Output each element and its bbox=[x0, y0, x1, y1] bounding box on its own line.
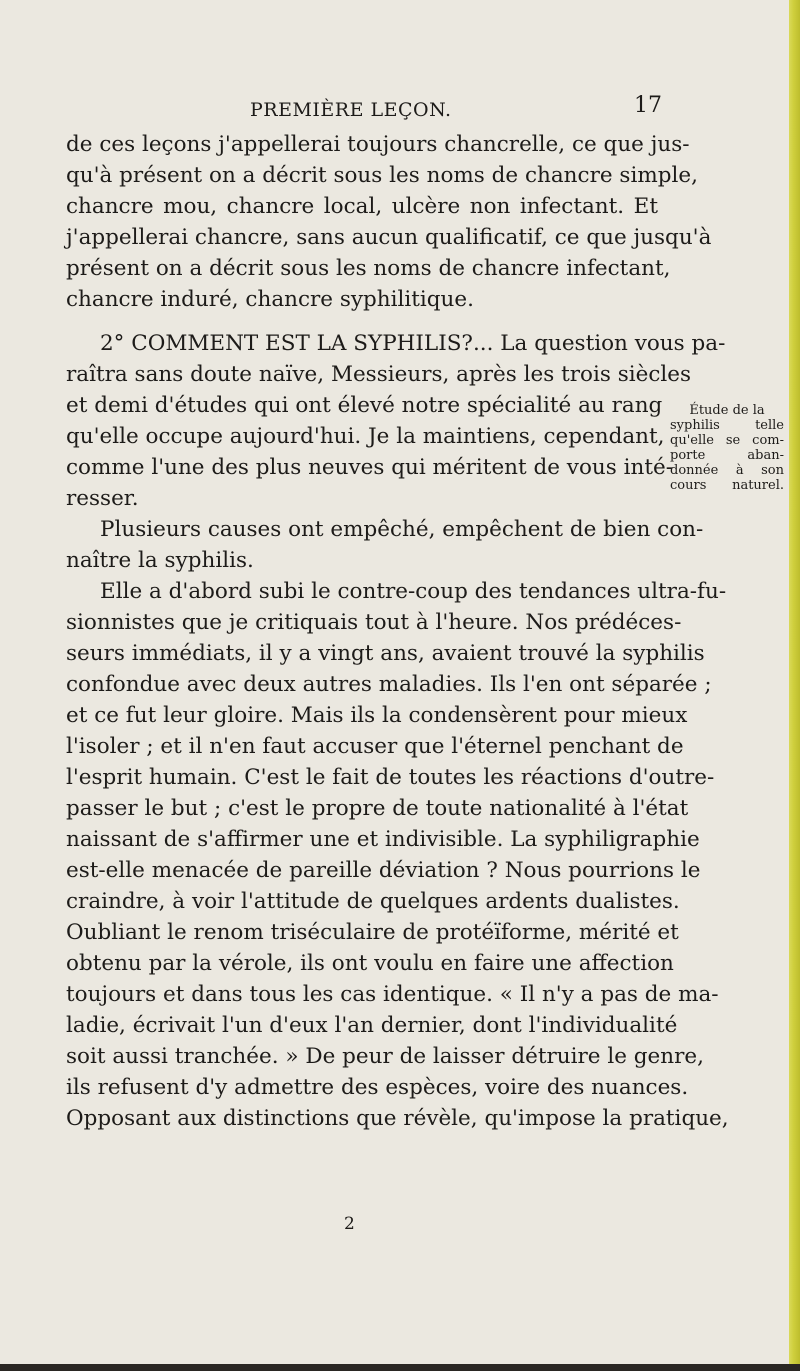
text-line: et demi d'études qui ont élevé notre spécialité au rang bbox=[66, 393, 663, 418]
page-header bbox=[66, 93, 662, 123]
text-line: comme l'une des plus neuves qui méritent de vous inté- bbox=[66, 455, 673, 480]
running-head: PREMIÈRE LEÇON. bbox=[250, 99, 452, 121]
text-line: craindre, à voir l'attitude de quelques ardents dualistes. bbox=[66, 889, 680, 914]
signature-mark: 2 bbox=[344, 1214, 355, 1234]
text-line: Oubliant le renom triséculaire de protéïforme, mérité et bbox=[66, 920, 679, 945]
margin-note-line: cours naturel. bbox=[670, 478, 784, 493]
text-line: Plusieurs causes ont empêché, empêchent de bien con- bbox=[100, 517, 704, 542]
text-line: et ce fut leur gloire. Mais ils la condensèrent pour mieux bbox=[66, 703, 688, 728]
paragraph bbox=[66, 328, 726, 514]
text-line: est-elle menacée de pareille déviation ? Nous pourrions le bbox=[66, 858, 701, 883]
text-line: qu'elle occupe aujourd'hui. Je la maintiens, cependant, bbox=[66, 424, 665, 449]
paragraph bbox=[66, 576, 729, 1134]
text-line: sionnistes que je critiquais tout à l'heure. Nos prédéces- bbox=[66, 610, 682, 635]
paragraph bbox=[66, 514, 704, 576]
margin-note-line: Étude de la bbox=[689, 403, 765, 418]
text-line: chancre mou, chancre local, ulcère non infectant. Et bbox=[66, 194, 658, 219]
margin-note-line: donnée à son bbox=[670, 463, 784, 478]
paragraph bbox=[66, 129, 712, 315]
text-line: seurs immédiats, il y a vingt ans, avaient trouvé la syphilis bbox=[66, 641, 705, 666]
text-line: l'isoler ; et il n'en faut accuser que l'éternel penchant de bbox=[66, 734, 684, 759]
text-line: ils refusent d'y admettre des espèces, voire des nuances. bbox=[66, 1075, 689, 1100]
page-edge bbox=[789, 0, 800, 1371]
text-line: obtenu par la vérole, ils ont voulu en faire une affection bbox=[66, 951, 674, 976]
text-line: raîtra sans doute naïve, Messieurs, après les trois siècles bbox=[66, 362, 692, 387]
text-line: ladie, écrivait l'un d'eux l'an dernier, dont l'individualité bbox=[66, 1013, 678, 1038]
text-line: j'appellerai chancre, sans aucun qualificatif, ce que jusqu'à bbox=[66, 225, 712, 250]
margin-note bbox=[670, 403, 784, 493]
text-line: soit aussi tranchée. » De peur de laisser détruire le genre, bbox=[66, 1044, 704, 1069]
text-line: 2° COMMENT EST LA SYPHILIS?... La question vous pa- bbox=[100, 331, 726, 356]
text-line: confondue avec deux autres maladies. Ils l'en ont séparée ; bbox=[66, 672, 712, 697]
text-line: présent on a décrit sous les noms de chancre infectant, bbox=[66, 256, 671, 281]
text-line: passer le but ; c'est le propre de toute nationalité à l'état bbox=[66, 796, 689, 821]
margin-note-line: porte aban- bbox=[670, 448, 784, 463]
text-line: l'esprit humain. C'est le fait de toutes les réactions d'outre- bbox=[66, 765, 715, 790]
text-line: naître la syphilis. bbox=[66, 548, 254, 573]
margin-note-line: syphilis telle bbox=[670, 418, 784, 433]
text-line: chancre induré, chancre syphilitique. bbox=[66, 287, 474, 312]
text-line: toujours et dans tous les cas identique. « Il n'y a pas de ma- bbox=[66, 982, 719, 1007]
text-line: resser. bbox=[66, 486, 139, 511]
page-number: 17 bbox=[634, 93, 662, 118]
text-line: Opposant aux distinctions que révèle, qu'impose la pratique, bbox=[66, 1106, 729, 1131]
page-bottom-edge bbox=[0, 1364, 800, 1371]
text-line: Elle a d'abord subi le contre-coup des tendances ultra-fu- bbox=[100, 579, 727, 604]
text-line: de ces leçons j'appellerai toujours chancrelle, ce que jus- bbox=[66, 132, 690, 157]
text-line: qu'à présent on a décrit sous les noms de chancre simple, bbox=[66, 163, 698, 188]
text-line: naissant de s'affirmer une et indivisible. La syphiligraphie bbox=[66, 827, 700, 852]
margin-note-line: qu'elle se com- bbox=[670, 433, 784, 448]
